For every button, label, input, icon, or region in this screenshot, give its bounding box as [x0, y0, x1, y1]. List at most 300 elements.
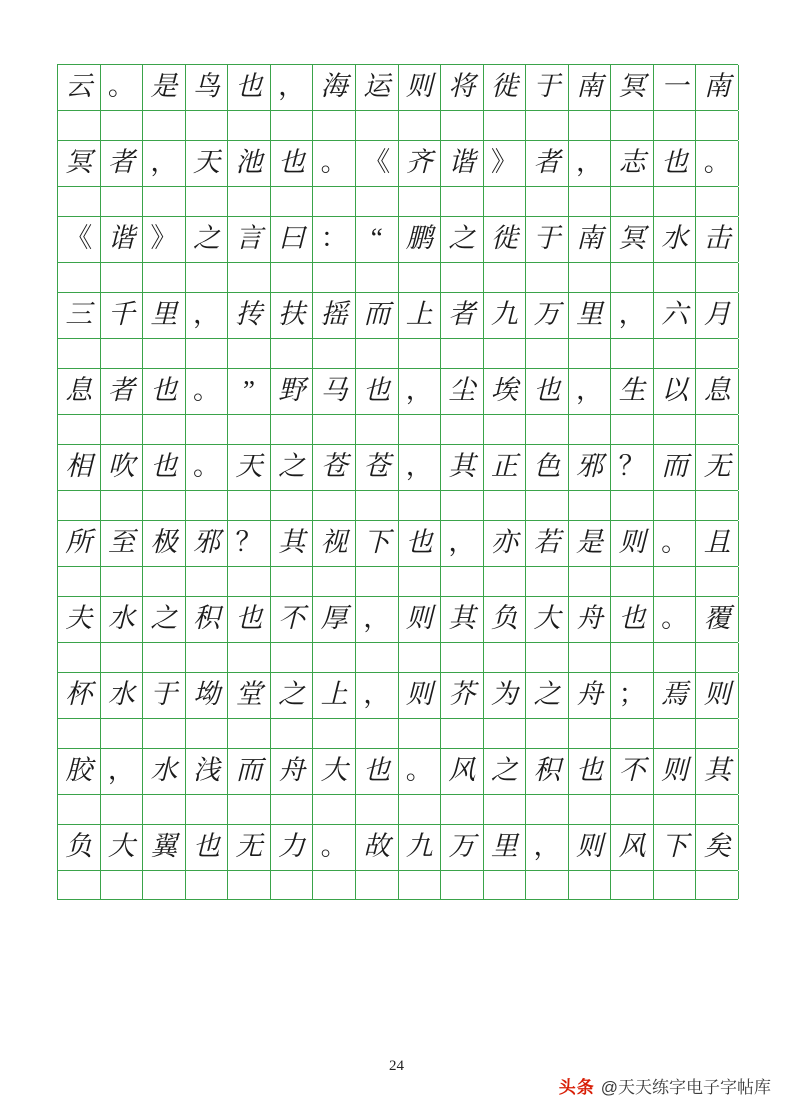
grid-cell[interactable]	[654, 749, 697, 794]
grid-cell[interactable]	[696, 263, 739, 292]
grid-cell[interactable]	[313, 825, 356, 870]
grid-cell[interactable]	[101, 445, 144, 490]
grid-cell[interactable]	[356, 567, 399, 596]
grid-cell[interactable]	[484, 415, 527, 444]
grid-cell[interactable]	[484, 597, 527, 642]
grid-cell[interactable]	[186, 217, 229, 262]
grid-cell[interactable]	[101, 339, 144, 368]
grid-cell[interactable]	[58, 597, 101, 642]
grid-cell[interactable]	[569, 491, 612, 520]
grid-cell[interactable]	[313, 339, 356, 368]
grid-cell[interactable]	[611, 111, 654, 140]
grid-cell[interactable]	[356, 597, 399, 642]
grid-cell[interactable]	[399, 445, 442, 490]
grid-cell[interactable]	[441, 521, 484, 566]
grid-cell[interactable]	[356, 673, 399, 718]
grid-cell[interactable]	[143, 673, 186, 718]
grid-cell[interactable]	[484, 339, 527, 368]
grid-cell[interactable]	[441, 187, 484, 216]
grid-cell[interactable]	[356, 521, 399, 566]
grid-cell[interactable]	[441, 719, 484, 748]
grid-cell[interactable]	[186, 673, 229, 718]
grid-cell[interactable]	[441, 597, 484, 642]
grid-cell[interactable]	[696, 339, 739, 368]
grid-cell[interactable]	[441, 263, 484, 292]
grid-cell[interactable]	[399, 567, 442, 596]
grid-cell[interactable]	[271, 597, 314, 642]
grid-cell[interactable]	[484, 749, 527, 794]
grid-cell[interactable]	[356, 369, 399, 414]
grid-cell[interactable]	[654, 263, 697, 292]
grid-cell[interactable]	[654, 293, 697, 338]
grid-cell[interactable]	[313, 293, 356, 338]
grid-cell[interactable]	[58, 643, 101, 672]
grid-cell[interactable]	[356, 293, 399, 338]
grid-cell[interactable]	[228, 141, 271, 186]
grid-cell[interactable]	[526, 673, 569, 718]
grid-cell[interactable]	[569, 141, 612, 186]
grid-cell[interactable]	[271, 795, 314, 824]
grid-cell[interactable]	[484, 111, 527, 140]
grid-cell[interactable]	[313, 673, 356, 718]
grid-cell[interactable]	[186, 643, 229, 672]
grid-cell[interactable]	[186, 567, 229, 596]
grid-cell[interactable]	[399, 521, 442, 566]
grid-cell[interactable]	[611, 871, 654, 899]
grid-cell[interactable]	[611, 825, 654, 870]
grid-cell[interactable]	[696, 187, 739, 216]
grid-cell[interactable]	[143, 795, 186, 824]
grid-cell[interactable]	[569, 673, 612, 718]
grid-cell[interactable]	[101, 141, 144, 186]
grid-cell[interactable]	[611, 643, 654, 672]
grid-cell[interactable]	[569, 339, 612, 368]
grid-cell[interactable]	[356, 491, 399, 520]
grid-cell[interactable]	[313, 415, 356, 444]
grid-cell[interactable]	[484, 445, 527, 490]
grid-cell[interactable]	[611, 65, 654, 110]
grid-cell[interactable]	[526, 491, 569, 520]
grid-cell[interactable]	[696, 369, 739, 414]
grid-cell[interactable]	[58, 567, 101, 596]
grid-cell[interactable]	[101, 643, 144, 672]
grid-cell[interactable]	[228, 719, 271, 748]
grid-cell[interactable]	[186, 65, 229, 110]
grid-cell[interactable]	[101, 187, 144, 216]
grid-cell[interactable]	[271, 871, 314, 899]
grid-cell[interactable]	[484, 369, 527, 414]
grid-cell[interactable]	[271, 187, 314, 216]
grid-cell[interactable]	[228, 643, 271, 672]
grid-cell[interactable]	[484, 217, 527, 262]
grid-cell[interactable]	[101, 749, 144, 794]
grid-cell[interactable]	[271, 369, 314, 414]
grid-cell[interactable]	[143, 597, 186, 642]
grid-cell[interactable]	[271, 217, 314, 262]
grid-cell[interactable]	[313, 187, 356, 216]
grid-cell[interactable]	[441, 293, 484, 338]
grid-cell[interactable]	[526, 521, 569, 566]
grid-cell[interactable]	[399, 339, 442, 368]
grid-cell[interactable]	[101, 673, 144, 718]
grid-cell[interactable]	[654, 871, 697, 899]
grid-cell[interactable]	[569, 567, 612, 596]
grid-cell[interactable]	[356, 749, 399, 794]
grid-cell[interactable]	[101, 491, 144, 520]
grid-cell[interactable]	[313, 217, 356, 262]
grid-cell[interactable]	[271, 111, 314, 140]
grid-cell[interactable]	[101, 719, 144, 748]
grid-cell[interactable]	[399, 293, 442, 338]
grid-cell[interactable]	[186, 415, 229, 444]
grid-cell[interactable]	[271, 263, 314, 292]
grid-cell[interactable]	[441, 369, 484, 414]
grid-cell[interactable]	[186, 339, 229, 368]
grid-cell[interactable]	[484, 263, 527, 292]
grid-cell[interactable]	[228, 187, 271, 216]
grid-cell[interactable]	[526, 141, 569, 186]
grid-cell[interactable]	[313, 111, 356, 140]
grid-cell[interactable]	[654, 217, 697, 262]
grid-cell[interactable]	[696, 445, 739, 490]
grid-cell[interactable]	[569, 111, 612, 140]
grid-cell[interactable]	[526, 187, 569, 216]
grid-cell[interactable]	[654, 825, 697, 870]
grid-cell[interactable]	[271, 415, 314, 444]
grid-cell[interactable]	[143, 217, 186, 262]
grid-cell[interactable]	[399, 491, 442, 520]
grid-cell[interactable]	[654, 445, 697, 490]
grid-cell[interactable]	[356, 643, 399, 672]
grid-cell[interactable]	[101, 825, 144, 870]
grid-cell[interactable]	[313, 795, 356, 824]
grid-cell[interactable]	[186, 871, 229, 899]
grid-cell[interactable]	[58, 369, 101, 414]
grid-cell[interactable]	[654, 111, 697, 140]
grid-cell[interactable]	[228, 749, 271, 794]
grid-cell[interactable]	[526, 795, 569, 824]
grid-cell[interactable]	[526, 871, 569, 899]
grid-cell[interactable]	[101, 263, 144, 292]
grid-cell[interactable]	[101, 795, 144, 824]
grid-cell[interactable]	[484, 643, 527, 672]
grid-cell[interactable]	[441, 141, 484, 186]
grid-cell[interactable]	[611, 293, 654, 338]
grid-cell[interactable]	[484, 567, 527, 596]
grid-cell[interactable]	[228, 65, 271, 110]
grid-cell[interactable]	[228, 339, 271, 368]
grid-cell[interactable]	[228, 217, 271, 262]
grid-cell[interactable]	[271, 445, 314, 490]
grid-cell[interactable]	[58, 187, 101, 216]
grid-cell[interactable]	[696, 825, 739, 870]
grid-cell[interactable]	[654, 795, 697, 824]
grid-cell[interactable]	[484, 141, 527, 186]
grid-cell[interactable]	[654, 521, 697, 566]
grid-cell[interactable]	[58, 65, 101, 110]
grid-cell[interactable]	[143, 415, 186, 444]
grid-cell[interactable]	[696, 415, 739, 444]
grid-cell[interactable]	[399, 597, 442, 642]
grid-cell[interactable]	[696, 65, 739, 110]
grid-cell[interactable]	[143, 749, 186, 794]
grid-cell[interactable]	[271, 567, 314, 596]
grid-cell[interactable]	[526, 217, 569, 262]
grid-cell[interactable]	[611, 415, 654, 444]
grid-cell[interactable]	[441, 217, 484, 262]
grid-cell[interactable]	[186, 795, 229, 824]
grid-cell[interactable]	[441, 749, 484, 794]
grid-cell[interactable]	[526, 111, 569, 140]
grid-cell[interactable]	[228, 795, 271, 824]
grid-cell[interactable]	[271, 673, 314, 718]
grid-cell[interactable]	[58, 521, 101, 566]
grid-cell[interactable]	[399, 217, 442, 262]
grid-cell[interactable]	[101, 65, 144, 110]
grid-cell[interactable]	[313, 369, 356, 414]
grid-cell[interactable]	[696, 597, 739, 642]
grid-cell[interactable]	[654, 415, 697, 444]
grid-cell[interactable]	[143, 141, 186, 186]
grid-cell[interactable]	[58, 111, 101, 140]
grid-cell[interactable]	[484, 491, 527, 520]
grid-cell[interactable]	[399, 673, 442, 718]
grid-cell[interactable]	[58, 263, 101, 292]
grid-cell[interactable]	[143, 65, 186, 110]
grid-cell[interactable]	[611, 187, 654, 216]
grid-cell[interactable]	[611, 141, 654, 186]
grid-cell[interactable]	[484, 187, 527, 216]
grid-cell[interactable]	[356, 187, 399, 216]
grid-cell[interactable]	[143, 567, 186, 596]
grid-cell[interactable]	[101, 871, 144, 899]
grid-cell[interactable]	[101, 369, 144, 414]
grid-cell[interactable]	[441, 643, 484, 672]
grid-cell[interactable]	[484, 673, 527, 718]
grid-cell[interactable]	[228, 567, 271, 596]
grid-cell[interactable]	[228, 521, 271, 566]
grid-cell[interactable]	[143, 491, 186, 520]
grid-cell[interactable]	[313, 643, 356, 672]
grid-cell[interactable]	[569, 415, 612, 444]
grid-cell[interactable]	[569, 643, 612, 672]
grid-cell[interactable]	[143, 263, 186, 292]
grid-cell[interactable]	[228, 263, 271, 292]
grid-cell[interactable]	[228, 597, 271, 642]
grid-cell[interactable]	[654, 567, 697, 596]
grid-cell[interactable]	[228, 369, 271, 414]
grid-cell[interactable]	[441, 111, 484, 140]
grid-cell[interactable]	[271, 491, 314, 520]
grid-cell[interactable]	[101, 521, 144, 566]
grid-cell[interactable]	[143, 369, 186, 414]
grid-cell[interactable]	[611, 795, 654, 824]
grid-cell[interactable]	[399, 187, 442, 216]
grid-cell[interactable]	[441, 825, 484, 870]
grid-cell[interactable]	[271, 521, 314, 566]
grid-cell[interactable]	[58, 825, 101, 870]
grid-cell[interactable]	[271, 293, 314, 338]
grid-cell[interactable]	[441, 871, 484, 899]
grid-cell[interactable]	[58, 339, 101, 368]
grid-cell[interactable]	[526, 749, 569, 794]
grid-cell[interactable]	[143, 719, 186, 748]
grid-cell[interactable]	[101, 567, 144, 596]
grid-cell[interactable]	[399, 871, 442, 899]
grid-cell[interactable]	[611, 217, 654, 262]
grid-cell[interactable]	[143, 871, 186, 899]
grid-cell[interactable]	[399, 415, 442, 444]
grid-cell[interactable]	[484, 65, 527, 110]
grid-cell[interactable]	[611, 491, 654, 520]
grid-cell[interactable]	[356, 445, 399, 490]
grid-cell[interactable]	[399, 263, 442, 292]
grid-cell[interactable]	[611, 339, 654, 368]
grid-cell[interactable]	[58, 293, 101, 338]
grid-cell[interactable]	[654, 369, 697, 414]
grid-cell[interactable]	[313, 749, 356, 794]
grid-cell[interactable]	[143, 339, 186, 368]
grid-cell[interactable]	[611, 673, 654, 718]
grid-cell[interactable]	[611, 445, 654, 490]
grid-cell[interactable]	[228, 825, 271, 870]
grid-cell[interactable]	[441, 65, 484, 110]
grid-cell[interactable]	[611, 749, 654, 794]
grid-cell[interactable]	[441, 415, 484, 444]
grid-cell[interactable]	[356, 339, 399, 368]
grid-cell[interactable]	[399, 795, 442, 824]
grid-cell[interactable]	[696, 795, 739, 824]
grid-cell[interactable]	[271, 141, 314, 186]
grid-cell[interactable]	[228, 111, 271, 140]
grid-cell[interactable]	[569, 871, 612, 899]
grid-cell[interactable]	[441, 339, 484, 368]
grid-cell[interactable]	[611, 719, 654, 748]
grid-cell[interactable]	[399, 369, 442, 414]
grid-cell[interactable]	[526, 415, 569, 444]
grid-cell[interactable]	[569, 293, 612, 338]
grid-cell[interactable]	[186, 187, 229, 216]
grid-cell[interactable]	[569, 825, 612, 870]
grid-cell[interactable]	[143, 111, 186, 140]
grid-cell[interactable]	[58, 719, 101, 748]
grid-cell[interactable]	[228, 445, 271, 490]
grid-cell[interactable]	[399, 749, 442, 794]
grid-cell[interactable]	[611, 369, 654, 414]
grid-cell[interactable]	[143, 187, 186, 216]
grid-cell[interactable]	[569, 521, 612, 566]
grid-cell[interactable]	[526, 719, 569, 748]
grid-cell[interactable]	[186, 749, 229, 794]
grid-cell[interactable]	[186, 825, 229, 870]
grid-cell[interactable]	[101, 415, 144, 444]
grid-cell[interactable]	[313, 65, 356, 110]
grid-cell[interactable]	[271, 65, 314, 110]
grid-cell[interactable]	[569, 263, 612, 292]
grid-cell[interactable]	[654, 491, 697, 520]
grid-cell[interactable]	[526, 597, 569, 642]
grid-cell[interactable]	[611, 521, 654, 566]
grid-cell[interactable]	[654, 65, 697, 110]
grid-cell[interactable]	[399, 719, 442, 748]
grid-cell[interactable]	[484, 719, 527, 748]
grid-cell[interactable]	[441, 795, 484, 824]
grid-cell[interactable]	[186, 293, 229, 338]
grid-cell[interactable]	[143, 445, 186, 490]
grid-cell[interactable]	[484, 825, 527, 870]
grid-cell[interactable]	[696, 521, 739, 566]
grid-cell[interactable]	[526, 293, 569, 338]
grid-cell[interactable]	[484, 293, 527, 338]
grid-cell[interactable]	[143, 293, 186, 338]
grid-cell[interactable]	[313, 567, 356, 596]
grid-cell[interactable]	[696, 719, 739, 748]
grid-cell[interactable]	[611, 263, 654, 292]
grid-cell[interactable]	[399, 65, 442, 110]
grid-cell[interactable]	[696, 217, 739, 262]
grid-cell[interactable]	[186, 521, 229, 566]
grid-cell[interactable]	[228, 491, 271, 520]
grid-cell[interactable]	[611, 567, 654, 596]
grid-cell[interactable]	[313, 263, 356, 292]
grid-cell[interactable]	[101, 111, 144, 140]
grid-cell[interactable]	[313, 597, 356, 642]
grid-cell[interactable]	[696, 293, 739, 338]
grid-cell[interactable]	[356, 111, 399, 140]
grid-cell[interactable]	[356, 65, 399, 110]
grid-cell[interactable]	[356, 415, 399, 444]
grid-cell[interactable]	[58, 795, 101, 824]
grid-cell[interactable]	[526, 65, 569, 110]
grid-cell[interactable]	[228, 871, 271, 899]
grid-cell[interactable]	[526, 567, 569, 596]
grid-cell[interactable]	[654, 597, 697, 642]
grid-cell[interactable]	[654, 719, 697, 748]
grid-cell[interactable]	[58, 415, 101, 444]
grid-cell[interactable]	[356, 825, 399, 870]
grid-cell[interactable]	[484, 795, 527, 824]
grid-cell[interactable]	[271, 339, 314, 368]
grid-cell[interactable]	[228, 293, 271, 338]
grid-cell[interactable]	[356, 795, 399, 824]
grid-cell[interactable]	[143, 521, 186, 566]
grid-cell[interactable]	[696, 749, 739, 794]
grid-cell[interactable]	[569, 217, 612, 262]
grid-cell[interactable]	[399, 141, 442, 186]
grid-cell[interactable]	[654, 339, 697, 368]
grid-cell[interactable]	[186, 719, 229, 748]
grid-cell[interactable]	[526, 339, 569, 368]
grid-cell[interactable]	[696, 141, 739, 186]
grid-cell[interactable]	[526, 263, 569, 292]
grid-cell[interactable]	[271, 643, 314, 672]
grid-cell[interactable]	[58, 217, 101, 262]
grid-cell[interactable]	[696, 567, 739, 596]
grid-cell[interactable]	[569, 795, 612, 824]
grid-cell[interactable]	[569, 597, 612, 642]
grid-cell[interactable]	[696, 111, 739, 140]
grid-cell[interactable]	[271, 825, 314, 870]
grid-cell[interactable]	[186, 597, 229, 642]
grid-cell[interactable]	[441, 491, 484, 520]
grid-cell[interactable]	[526, 445, 569, 490]
grid-cell[interactable]	[611, 597, 654, 642]
grid-cell[interactable]	[143, 643, 186, 672]
grid-cell[interactable]	[696, 673, 739, 718]
grid-cell[interactable]	[696, 871, 739, 899]
grid-cell[interactable]	[271, 749, 314, 794]
grid-cell[interactable]	[228, 415, 271, 444]
